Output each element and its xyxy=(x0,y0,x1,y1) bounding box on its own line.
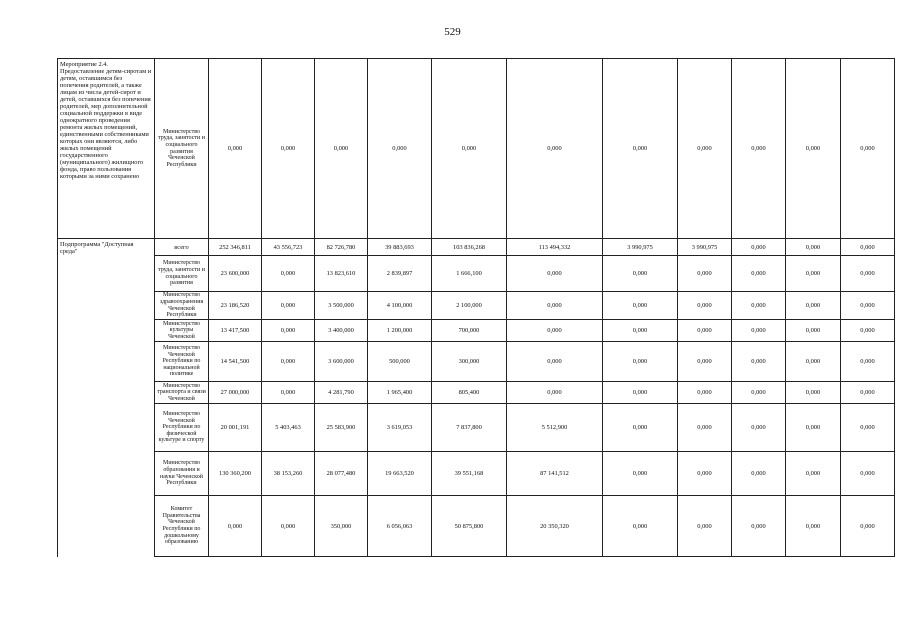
table-row xyxy=(58,292,895,320)
executor-cell: Министерство образования и науки Чеченской Республики xyxy=(155,452,209,496)
value-cell: 0,000 xyxy=(786,292,841,320)
value-cell: 0,000 xyxy=(432,59,507,239)
page-number: 529 xyxy=(444,26,461,38)
executor-cell: Министерство здравоохранения Чеченской Республики xyxy=(155,292,209,320)
value-cell: 0,000 xyxy=(678,382,732,404)
value-cell: 0,000 xyxy=(786,320,841,342)
value-cell: 0,000 xyxy=(678,404,732,452)
value-cell: 87 141,512 xyxy=(507,452,603,496)
value-cell: 2 839,897 xyxy=(368,256,432,292)
value-cell: 0,000 xyxy=(678,292,732,320)
value-cell: 0,000 xyxy=(732,256,786,292)
value-cell: 0,000 xyxy=(841,496,895,557)
value-cell: 0,000 xyxy=(603,382,678,404)
value-cell: 0,000 xyxy=(841,382,895,404)
value-cell: 13 823,610 xyxy=(315,256,368,292)
value-cell: 0,000 xyxy=(209,496,262,557)
value-cell: 0,000 xyxy=(841,404,895,452)
value-cell: 2 100,000 xyxy=(432,292,507,320)
value-cell: 19 663,520 xyxy=(368,452,432,496)
value-cell: 0,000 xyxy=(678,256,732,292)
value-cell: 0,000 xyxy=(786,342,841,382)
value-cell: 0,000 xyxy=(507,342,603,382)
executor-cell: всего xyxy=(155,239,209,256)
value-cell: 0,000 xyxy=(262,320,315,342)
value-cell: 5 403,463 xyxy=(262,404,315,452)
value-cell: 39 883,693 xyxy=(368,239,432,256)
value-cell: 0,000 xyxy=(603,256,678,292)
value-cell: 0,000 xyxy=(678,342,732,382)
value-cell: 0,000 xyxy=(786,404,841,452)
value-cell: 252 346,811 xyxy=(209,239,262,256)
value-cell: 0,000 xyxy=(209,59,262,239)
executor-cell: Министерство транспорта и связи Чеченской xyxy=(155,382,209,404)
value-cell: 0,000 xyxy=(603,59,678,239)
value-cell: 0,000 xyxy=(841,342,895,382)
value-cell: 0,000 xyxy=(786,239,841,256)
budget-table xyxy=(57,58,895,557)
executor-cell: Министерство культуры Чеченской xyxy=(155,320,209,342)
value-cell: 4 281,790 xyxy=(315,382,368,404)
value-cell: 0,000 xyxy=(678,452,732,496)
value-cell: 20 350,320 xyxy=(507,496,603,557)
value-cell: 0,000 xyxy=(678,496,732,557)
value-cell: 0,000 xyxy=(603,452,678,496)
value-cell: 25 583,900 xyxy=(315,404,368,452)
value-cell: 0,000 xyxy=(262,382,315,404)
value-cell: 0,000 xyxy=(732,496,786,557)
value-cell: 27 000,000 xyxy=(209,382,262,404)
value-cell: 82 726,780 xyxy=(315,239,368,256)
value-cell: 5 512,900 xyxy=(507,404,603,452)
value-cell: 805,400 xyxy=(432,382,507,404)
executor-cell: Министерство Чеченской Республики по физической культуре и спорту xyxy=(155,404,209,452)
value-cell: 300,000 xyxy=(432,342,507,382)
value-cell: 0,000 xyxy=(315,59,368,239)
value-cell: 700,000 xyxy=(432,320,507,342)
value-cell: 23 186,520 xyxy=(209,292,262,320)
table-row xyxy=(58,382,895,404)
value-cell: 0,000 xyxy=(732,452,786,496)
value-cell: 0,000 xyxy=(841,239,895,256)
value-cell: 1 666,100 xyxy=(432,256,507,292)
value-cell: 0,000 xyxy=(732,292,786,320)
value-cell: 6 056,063 xyxy=(368,496,432,557)
table-row xyxy=(58,496,895,557)
value-cell: 0,000 xyxy=(507,59,603,239)
value-cell: 39 551,168 xyxy=(432,452,507,496)
value-cell: 0,000 xyxy=(603,292,678,320)
executor-cell: Комитет Правительства Чеченской Республики по дошкольному образованию xyxy=(155,496,209,557)
value-cell: 0,000 xyxy=(603,404,678,452)
value-cell: 0,000 xyxy=(603,342,678,382)
value-cell: 4 100,000 xyxy=(368,292,432,320)
value-cell: 350,000 xyxy=(315,496,368,557)
value-cell: 0,000 xyxy=(732,342,786,382)
value-cell: 23 600,000 xyxy=(209,256,262,292)
value-cell: 0,000 xyxy=(507,292,603,320)
value-cell: 14 541,500 xyxy=(209,342,262,382)
value-cell: 0,000 xyxy=(678,59,732,239)
value-cell: 0,000 xyxy=(841,256,895,292)
value-cell: 103 836,268 xyxy=(432,239,507,256)
value-cell: 7 837,800 xyxy=(432,404,507,452)
value-cell: 0,000 xyxy=(732,404,786,452)
value-cell: 1 965,400 xyxy=(368,382,432,404)
table-row xyxy=(58,452,895,496)
value-cell: 0,000 xyxy=(262,292,315,320)
value-cell: 0,000 xyxy=(603,320,678,342)
table-row xyxy=(58,404,895,452)
value-cell: 0,000 xyxy=(732,382,786,404)
value-cell: 500,000 xyxy=(368,342,432,382)
value-cell: 0,000 xyxy=(786,382,841,404)
value-cell: 0,000 xyxy=(507,256,603,292)
value-cell: 38 153,260 xyxy=(262,452,315,496)
executor-cell: Министерство труда, занятости и социального развития Чеченской Республики xyxy=(155,59,209,239)
table-row xyxy=(58,320,895,342)
value-cell: 0,000 xyxy=(841,59,895,239)
table-row xyxy=(58,256,895,292)
value-cell: 0,000 xyxy=(841,452,895,496)
value-cell: 28 077,480 xyxy=(315,452,368,496)
value-cell: 0,000 xyxy=(262,496,315,557)
value-cell: 3 990,975 xyxy=(678,239,732,256)
value-cell: 43 556,723 xyxy=(262,239,315,256)
value-cell: 3 400,000 xyxy=(315,320,368,342)
value-cell: 3 500,000 xyxy=(315,292,368,320)
value-cell: 0,000 xyxy=(732,59,786,239)
table-row-activity-2-4 xyxy=(58,59,895,239)
activity-name-cell: Мероприятие 2.4. Предоставление детям-сиротам и детям, оставшимся без попечения родителей, а также лицам из числа детей-сирот и детей, оставшихся без попечения родителей, мер дополнительной социальной поддержки в виде однократного проведения ремонта жилых помещений, единственными собственниками которых они являются, либо жилых помещений государственного (муниципального) жилищного фонда, право пользования которыми за ними сохранено xyxy=(58,59,155,239)
value-cell: 0,000 xyxy=(786,59,841,239)
table-row-subprogram-total xyxy=(58,239,895,256)
value-cell: 0,000 xyxy=(507,382,603,404)
value-cell: 3 600,000 xyxy=(315,342,368,382)
value-cell: 0,000 xyxy=(507,320,603,342)
value-cell: 20 001,191 xyxy=(209,404,262,452)
value-cell: 13 417,500 xyxy=(209,320,262,342)
value-cell: 0,000 xyxy=(732,320,786,342)
value-cell: 0,000 xyxy=(786,452,841,496)
value-cell: 0,000 xyxy=(841,292,895,320)
value-cell: 0,000 xyxy=(262,256,315,292)
value-cell: 0,000 xyxy=(732,239,786,256)
value-cell: 0,000 xyxy=(841,320,895,342)
value-cell: 0,000 xyxy=(262,59,315,239)
value-cell: 1 200,000 xyxy=(368,320,432,342)
value-cell: 0,000 xyxy=(786,496,841,557)
executor-cell: Министерство Чеченской Республики по национальной политике xyxy=(155,342,209,382)
subprogram-name-cell: Подпрограмма "Доступная среда" xyxy=(58,239,155,557)
table-row xyxy=(58,342,895,382)
value-cell: 50 875,800 xyxy=(432,496,507,557)
value-cell: 0,000 xyxy=(603,496,678,557)
executor-cell: Министерство труда, занятости и социального развития xyxy=(155,256,209,292)
value-cell: 0,000 xyxy=(786,256,841,292)
value-cell: 0,000 xyxy=(262,342,315,382)
value-cell: 3 619,053 xyxy=(368,404,432,452)
value-cell: 3 990,975 xyxy=(603,239,678,256)
value-cell: 113 494,332 xyxy=(507,239,603,256)
value-cell: 0,000 xyxy=(678,320,732,342)
value-cell: 130 360,200 xyxy=(209,452,262,496)
value-cell: 0,000 xyxy=(368,59,432,239)
